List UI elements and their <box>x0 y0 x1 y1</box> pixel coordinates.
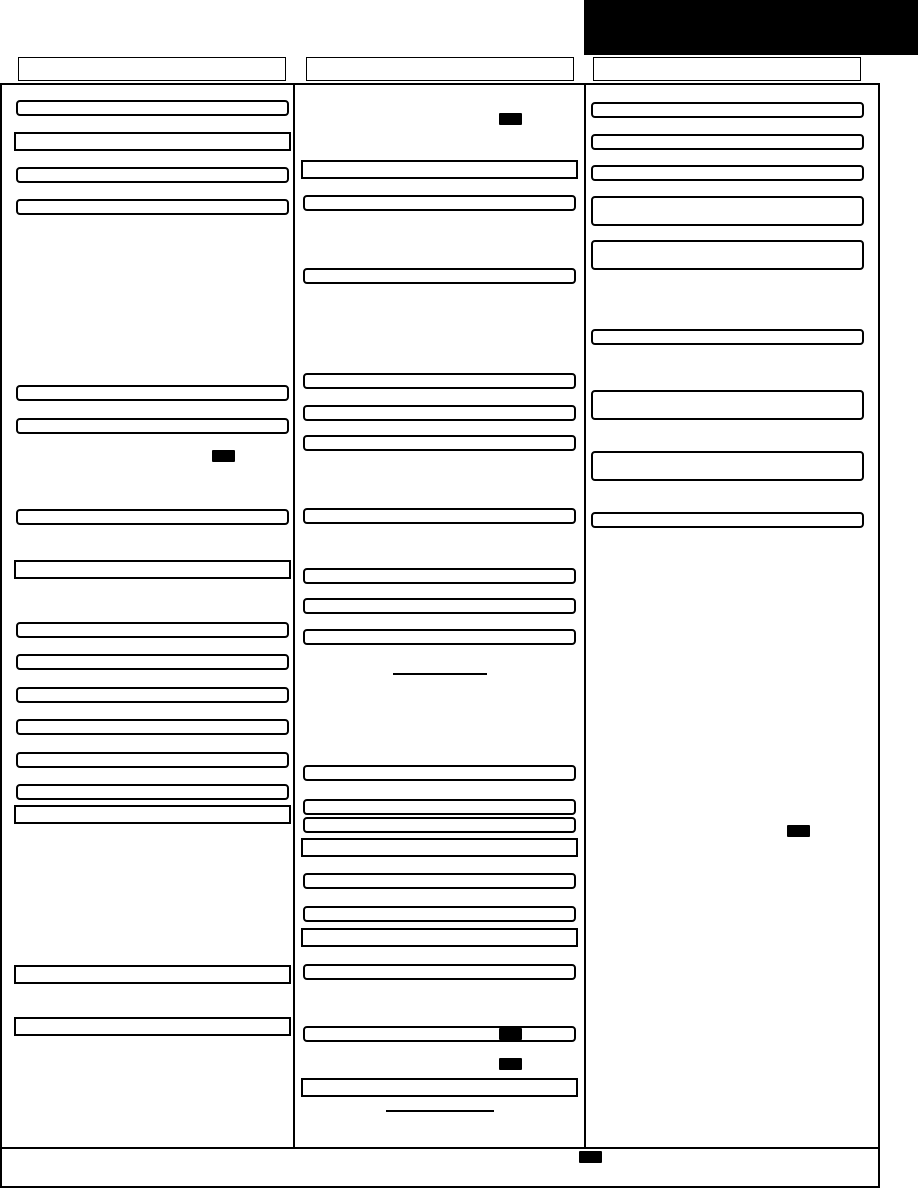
field[interactable] <box>16 509 289 525</box>
marker-tag <box>579 1151 602 1163</box>
field[interactable] <box>303 964 576 980</box>
column-header-3 <box>593 57 861 81</box>
field[interactable] <box>303 629 576 645</box>
field[interactable] <box>303 568 576 584</box>
footer-divider <box>1 1147 878 1149</box>
field[interactable] <box>303 873 576 889</box>
field[interactable] <box>16 654 289 670</box>
field-box[interactable] <box>301 838 578 857</box>
field[interactable] <box>591 165 864 181</box>
field[interactable] <box>16 418 289 434</box>
marker-tag <box>212 450 235 462</box>
field[interactable] <box>591 102 864 118</box>
field[interactable] <box>16 167 289 183</box>
field-tall[interactable] <box>591 196 864 226</box>
form-title-block <box>584 0 918 55</box>
field[interactable] <box>16 100 289 116</box>
column-header-2 <box>306 57 574 81</box>
field-box[interactable] <box>301 160 578 179</box>
field[interactable] <box>303 799 576 815</box>
field[interactable] <box>303 598 576 614</box>
field[interactable] <box>303 1026 576 1042</box>
column-divider-1 <box>293 84 295 1148</box>
blank-line[interactable] <box>393 673 487 675</box>
field-tall[interactable] <box>591 240 864 270</box>
marker-tag <box>499 1028 522 1040</box>
field-box[interactable] <box>301 928 578 947</box>
marker-tag <box>499 1058 522 1070</box>
field-box[interactable] <box>14 560 291 579</box>
field[interactable] <box>16 385 289 401</box>
field[interactable] <box>16 784 289 800</box>
footer-note <box>8 1152 568 1182</box>
field-tall[interactable] <box>591 390 864 420</box>
field[interactable] <box>16 719 289 735</box>
field[interactable] <box>16 199 289 215</box>
field-box[interactable] <box>14 1017 291 1036</box>
field[interactable] <box>303 405 576 421</box>
field-box[interactable] <box>14 132 291 151</box>
field[interactable] <box>303 817 576 833</box>
field-box[interactable] <box>301 1078 578 1097</box>
blank-line[interactable] <box>386 1110 494 1112</box>
field-box[interactable] <box>14 805 291 824</box>
marker-tag <box>499 113 522 125</box>
field[interactable] <box>591 329 864 345</box>
column-header-1 <box>18 57 286 81</box>
field[interactable] <box>16 622 289 638</box>
column-divider-2 <box>584 84 586 1148</box>
field[interactable] <box>303 195 576 211</box>
field[interactable] <box>16 752 289 768</box>
field[interactable] <box>16 687 289 703</box>
field[interactable] <box>303 508 576 524</box>
marker-tag <box>787 825 810 837</box>
field-tall[interactable] <box>591 451 864 481</box>
field[interactable] <box>303 435 576 451</box>
field[interactable] <box>591 512 864 528</box>
field-box[interactable] <box>14 965 291 984</box>
field[interactable] <box>303 906 576 922</box>
field[interactable] <box>591 134 864 150</box>
field[interactable] <box>303 765 576 781</box>
field[interactable] <box>303 268 576 284</box>
field[interactable] <box>303 373 576 389</box>
